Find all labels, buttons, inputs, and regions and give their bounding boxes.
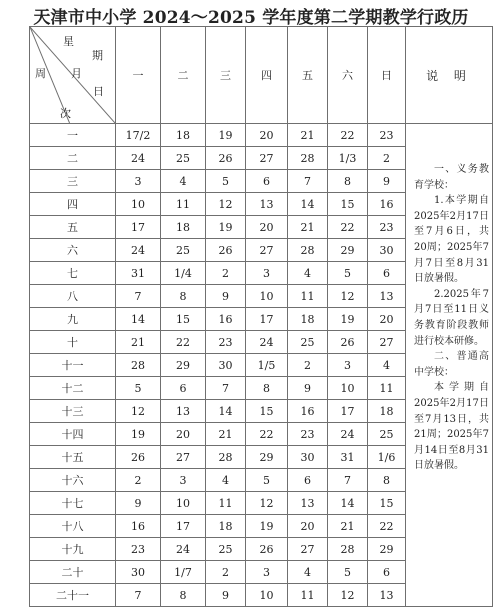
week-number-cell: 九 bbox=[30, 308, 116, 331]
date-cell: 12 bbox=[328, 285, 368, 308]
date-cell: 26 bbox=[246, 538, 288, 561]
corner-label-yue: 月 bbox=[71, 67, 82, 80]
page-title: 天津市中小学 2024～2025 学年度第二学期教学行政历 bbox=[33, 8, 469, 28]
date-cell: 20 bbox=[246, 124, 288, 147]
date-cell: 6 bbox=[368, 262, 406, 285]
date-cell: 4 bbox=[206, 469, 246, 492]
date-cell: 30 bbox=[288, 446, 328, 469]
notes-section2-body: 本学期自2025年2月17日至7月13日，共21周；2025年7月14日至8月31日放暑假。 bbox=[414, 382, 489, 472]
week-number-cell: 七 bbox=[30, 262, 116, 285]
date-cell: 21 bbox=[328, 515, 368, 538]
date-cell: 20 bbox=[368, 308, 406, 331]
date-cell: 17 bbox=[246, 308, 288, 331]
date-cell: 4 bbox=[368, 354, 406, 377]
weekday-header-tue: 二 bbox=[161, 27, 206, 124]
date-cell: 8 bbox=[161, 584, 206, 607]
date-cell: 7 bbox=[116, 584, 161, 607]
date-cell: 16 bbox=[206, 308, 246, 331]
corner-label-ri: 日 bbox=[93, 85, 104, 98]
date-cell: 17 bbox=[116, 216, 161, 239]
date-cell: 19 bbox=[206, 124, 246, 147]
date-cell: 15 bbox=[328, 193, 368, 216]
date-cell: 16 bbox=[116, 515, 161, 538]
notes-section1-item2: 2.2025年7月7日至11日义务教育阶段教师进行校本研修。 bbox=[414, 288, 489, 347]
week-number-cell: 十 bbox=[30, 331, 116, 354]
date-cell: 13 bbox=[161, 400, 206, 423]
date-cell: 4 bbox=[161, 170, 206, 193]
date-cell: 10 bbox=[328, 377, 368, 400]
date-cell: 12 bbox=[246, 492, 288, 515]
week-number-cell: 四 bbox=[30, 193, 116, 216]
date-cell: 29 bbox=[328, 239, 368, 262]
date-cell: 25 bbox=[368, 423, 406, 446]
corner-label-qi: 期 bbox=[92, 49, 103, 62]
week-number-cell: 二十 bbox=[30, 561, 116, 584]
date-cell: 13 bbox=[368, 584, 406, 607]
date-cell: 13 bbox=[368, 285, 406, 308]
corner-header-cell bbox=[30, 27, 116, 124]
date-cell: 16 bbox=[368, 193, 406, 216]
date-cell: 1/3 bbox=[328, 147, 368, 170]
date-cell: 22 bbox=[328, 124, 368, 147]
date-cell: 6 bbox=[368, 561, 406, 584]
date-cell: 27 bbox=[288, 538, 328, 561]
date-cell: 29 bbox=[368, 538, 406, 561]
date-cell: 8 bbox=[246, 377, 288, 400]
date-cell: 28 bbox=[206, 446, 246, 469]
date-cell: 12 bbox=[206, 193, 246, 216]
notes-cell bbox=[406, 124, 493, 607]
date-cell: 28 bbox=[288, 239, 328, 262]
corner-label-zhou: 周 bbox=[35, 67, 46, 80]
corner-label-ci: 次 bbox=[60, 107, 71, 120]
date-cell: 2 bbox=[368, 147, 406, 170]
date-cell: 27 bbox=[368, 331, 406, 354]
weekday-header-fri: 五 bbox=[288, 27, 328, 124]
date-cell: 23 bbox=[288, 423, 328, 446]
date-cell: 24 bbox=[161, 538, 206, 561]
week-number-cell: 十六 bbox=[30, 469, 116, 492]
date-cell: 2 bbox=[288, 354, 328, 377]
date-cell: 3 bbox=[116, 170, 161, 193]
date-cell: 23 bbox=[368, 124, 406, 147]
date-cell: 18 bbox=[161, 124, 206, 147]
date-cell: 21 bbox=[288, 216, 328, 239]
weekday-header-wed: 三 bbox=[206, 27, 246, 124]
date-cell: 16 bbox=[288, 400, 328, 423]
date-cell: 7 bbox=[288, 170, 328, 193]
date-cell: 13 bbox=[246, 193, 288, 216]
date-cell: 1/7 bbox=[161, 561, 206, 584]
date-cell: 30 bbox=[206, 354, 246, 377]
week-number-cell: 十一 bbox=[30, 354, 116, 377]
date-cell: 26 bbox=[116, 446, 161, 469]
date-cell: 1/4 bbox=[161, 262, 206, 285]
date-cell: 5 bbox=[328, 262, 368, 285]
date-cell: 17 bbox=[328, 400, 368, 423]
date-cell: 25 bbox=[161, 239, 206, 262]
week-number-cell: 十三 bbox=[30, 400, 116, 423]
date-cell: 5 bbox=[328, 561, 368, 584]
date-cell: 26 bbox=[206, 239, 246, 262]
notes-section2-title: 二、普通高中学校： bbox=[414, 351, 489, 378]
date-cell: 30 bbox=[116, 561, 161, 584]
week-number-cell: 十九 bbox=[30, 538, 116, 561]
date-cell: 28 bbox=[288, 147, 328, 170]
date-cell: 11 bbox=[368, 377, 406, 400]
weekday-header-sat: 六 bbox=[328, 27, 368, 124]
date-cell: 21 bbox=[206, 423, 246, 446]
date-cell: 17/2 bbox=[116, 124, 161, 147]
date-cell: 18 bbox=[368, 400, 406, 423]
week-number-cell: 三 bbox=[30, 170, 116, 193]
weekday-header-sun: 日 bbox=[368, 27, 406, 124]
date-cell: 26 bbox=[328, 331, 368, 354]
date-cell: 25 bbox=[161, 147, 206, 170]
date-cell: 29 bbox=[161, 354, 206, 377]
date-cell: 27 bbox=[161, 446, 206, 469]
date-cell: 12 bbox=[328, 584, 368, 607]
week-number-cell: 十四 bbox=[30, 423, 116, 446]
week-number-cell: 二 bbox=[30, 147, 116, 170]
date-cell: 6 bbox=[161, 377, 206, 400]
week-number-cell: 六 bbox=[30, 239, 116, 262]
date-cell: 7 bbox=[328, 469, 368, 492]
weekday-header-mon: 一 bbox=[116, 27, 161, 124]
date-cell: 24 bbox=[328, 423, 368, 446]
date-cell: 31 bbox=[116, 262, 161, 285]
date-cell: 14 bbox=[288, 193, 328, 216]
date-cell: 14 bbox=[116, 308, 161, 331]
date-cell: 13 bbox=[288, 492, 328, 515]
date-cell: 14 bbox=[328, 492, 368, 515]
date-cell: 20 bbox=[246, 216, 288, 239]
date-cell: 4 bbox=[288, 561, 328, 584]
date-cell: 9 bbox=[368, 170, 406, 193]
date-cell: 28 bbox=[116, 354, 161, 377]
date-cell: 20 bbox=[161, 423, 206, 446]
date-cell: 31 bbox=[328, 446, 368, 469]
date-cell: 28 bbox=[328, 538, 368, 561]
date-cell: 11 bbox=[161, 193, 206, 216]
week-number-cell: 十八 bbox=[30, 515, 116, 538]
week-number-cell: 二十一 bbox=[30, 584, 116, 607]
date-cell: 27 bbox=[246, 147, 288, 170]
school-calendar-table bbox=[29, 26, 493, 607]
date-cell: 23 bbox=[368, 216, 406, 239]
date-cell: 21 bbox=[116, 331, 161, 354]
date-cell: 11 bbox=[206, 492, 246, 515]
date-cell: 12 bbox=[116, 400, 161, 423]
week-number-cell: 十七 bbox=[30, 492, 116, 515]
week-number-cell: 十二 bbox=[30, 377, 116, 400]
week-number-cell: 十五 bbox=[30, 446, 116, 469]
date-cell: 4 bbox=[288, 262, 328, 285]
date-cell: 22 bbox=[328, 216, 368, 239]
date-cell: 2 bbox=[206, 262, 246, 285]
date-cell: 29 bbox=[246, 446, 288, 469]
date-cell: 15 bbox=[161, 308, 206, 331]
date-cell: 21 bbox=[288, 124, 328, 147]
notes-section1-item1: 1.本学期自2025年2月17日至7月6日，共20周；2025年7月7日至8月31日放暑假。 bbox=[414, 195, 489, 285]
week-number-cell: 一 bbox=[30, 124, 116, 147]
corner-label-xing: 星 bbox=[63, 35, 74, 48]
header-row bbox=[30, 27, 493, 124]
notes-header: 说 明 bbox=[406, 27, 493, 124]
date-cell: 23 bbox=[206, 331, 246, 354]
date-cell: 25 bbox=[206, 538, 246, 561]
date-cell: 23 bbox=[116, 538, 161, 561]
date-cell: 25 bbox=[288, 331, 328, 354]
date-cell: 1/6 bbox=[368, 446, 406, 469]
weekday-header-thu: 四 bbox=[246, 27, 288, 124]
date-cell: 19 bbox=[206, 216, 246, 239]
date-cell: 14 bbox=[206, 400, 246, 423]
date-cell: 26 bbox=[206, 147, 246, 170]
date-cell: 10 bbox=[161, 492, 206, 515]
date-cell: 15 bbox=[246, 400, 288, 423]
date-cell: 3 bbox=[328, 354, 368, 377]
date-cell: 3 bbox=[246, 262, 288, 285]
date-cell: 19 bbox=[246, 515, 288, 538]
date-cell: 6 bbox=[246, 170, 288, 193]
date-cell: 11 bbox=[288, 584, 328, 607]
date-cell: 30 bbox=[368, 239, 406, 262]
date-cell: 24 bbox=[246, 331, 288, 354]
date-cell: 8 bbox=[161, 285, 206, 308]
date-cell: 24 bbox=[116, 239, 161, 262]
date-cell: 5 bbox=[246, 469, 288, 492]
date-cell: 19 bbox=[328, 308, 368, 331]
date-cell: 22 bbox=[161, 331, 206, 354]
date-cell: 22 bbox=[246, 423, 288, 446]
date-cell: 2 bbox=[116, 469, 161, 492]
date-cell: 10 bbox=[246, 584, 288, 607]
date-cell: 8 bbox=[328, 170, 368, 193]
calendar-body bbox=[30, 124, 493, 607]
date-cell: 8 bbox=[368, 469, 406, 492]
date-cell: 7 bbox=[116, 285, 161, 308]
date-cell: 18 bbox=[161, 216, 206, 239]
date-cell: 5 bbox=[116, 377, 161, 400]
notes-section1-title: 一、义务教育学校： bbox=[414, 164, 489, 191]
date-cell: 9 bbox=[206, 285, 246, 308]
date-cell: 3 bbox=[246, 561, 288, 584]
date-cell: 6 bbox=[288, 469, 328, 492]
date-cell: 9 bbox=[206, 584, 246, 607]
week-number-cell: 五 bbox=[30, 216, 116, 239]
date-cell: 2 bbox=[206, 561, 246, 584]
date-cell: 11 bbox=[288, 285, 328, 308]
week-row bbox=[30, 124, 493, 147]
date-cell: 3 bbox=[161, 469, 206, 492]
date-cell: 9 bbox=[116, 492, 161, 515]
date-cell: 18 bbox=[206, 515, 246, 538]
date-cell: 18 bbox=[288, 308, 328, 331]
date-cell: 7 bbox=[206, 377, 246, 400]
week-number-cell: 八 bbox=[30, 285, 116, 308]
date-cell: 10 bbox=[116, 193, 161, 216]
date-cell: 5 bbox=[206, 170, 246, 193]
date-cell: 10 bbox=[246, 285, 288, 308]
date-cell: 17 bbox=[161, 515, 206, 538]
date-cell: 27 bbox=[246, 239, 288, 262]
date-cell: 9 bbox=[288, 377, 328, 400]
date-cell: 24 bbox=[116, 147, 161, 170]
date-cell: 22 bbox=[368, 515, 406, 538]
date-cell: 19 bbox=[116, 423, 161, 446]
date-cell: 1/5 bbox=[246, 354, 288, 377]
date-cell: 15 bbox=[368, 492, 406, 515]
date-cell: 20 bbox=[288, 515, 328, 538]
